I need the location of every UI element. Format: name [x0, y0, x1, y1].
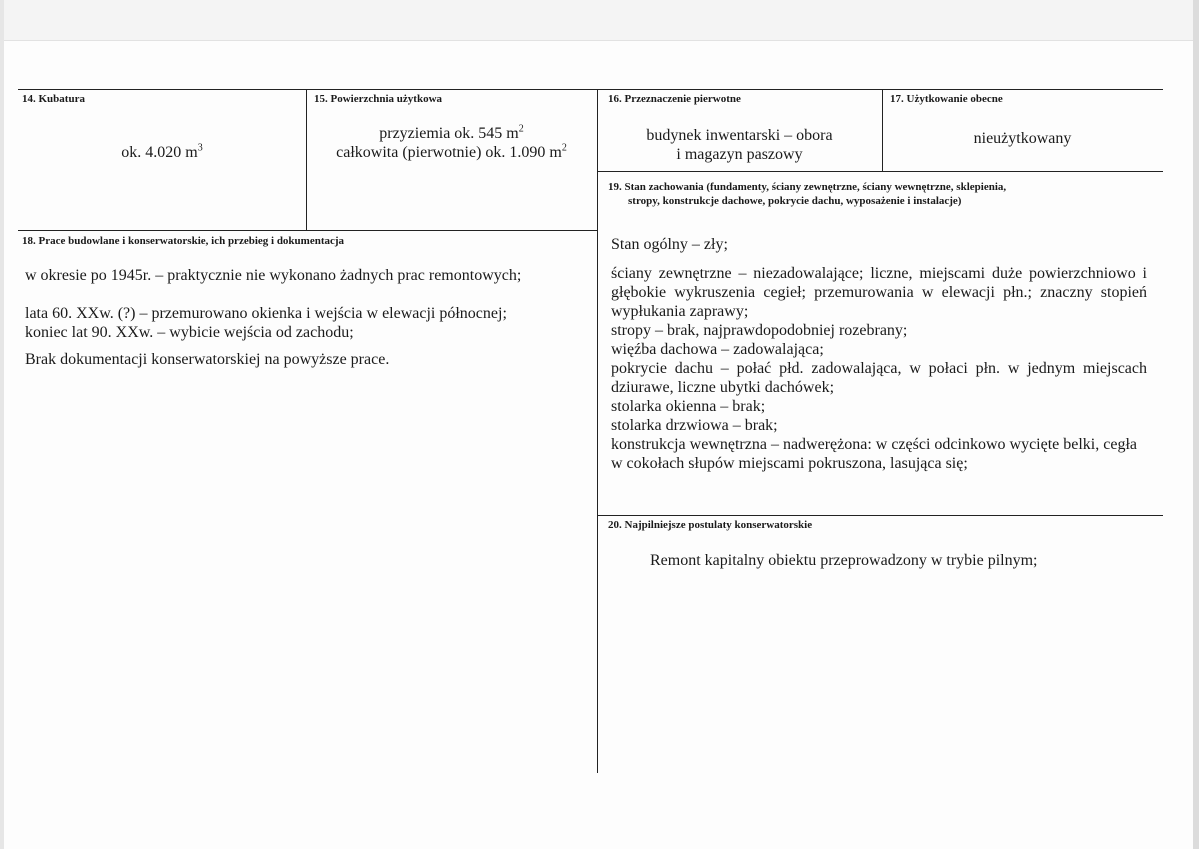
field-18-paragraph-2a: lata 60. XXw. (?) – przemurowano okienka i wejścia w elewacji północnej; [25, 305, 507, 322]
field-18-body [25, 266, 590, 369]
field-20-value: Remont kapitalny obiektu przeprowadzony w trybie pilnym; [650, 552, 1038, 569]
field-14-header: 14. Kubatura [22, 93, 85, 105]
field-16-header: 16. Przeznaczenie pierwotne [608, 93, 741, 105]
field-15-header: 15. Powierzchnia użytkowa [314, 93, 443, 105]
field-14-value [18, 143, 306, 162]
row1-bottom-rule-right [598, 171, 1163, 172]
total-area-exponent: 2 [561, 142, 567, 154]
field-15-value [306, 124, 597, 162]
scan-left-edge [0, 0, 4, 849]
field-19-header-line1: 19. Stan zachowania (fundamenty, ściany zewnętrzne, ściany wewnętrzne, sklepienia, [608, 181, 1007, 193]
condition-doors: stolarka drzwiowa – brak; [611, 417, 778, 434]
cubature-value: ok. 4.020 m [121, 144, 198, 161]
condition-interior: konstrukcja wewnętrzna – nadwerężona: w części odcinkowo wycięte belki, cegła w cokołach słupów miejscami pokruszona, lasująca się; [611, 436, 1137, 472]
condition-roof: pokrycie dachu – połać płd. zadowalająca, w połaci płn. w jednym miejscach dziurawe, liczne ubytki dachówek; [611, 360, 1147, 396]
cubature-unit-exponent: 3 [197, 142, 203, 154]
ground-floor-area-exponent: 2 [518, 123, 524, 135]
total-area: całkowita (pierwotnie) ok. 1.090 m [336, 144, 562, 161]
condition-ceilings: stropy – brak, najprawdopodobniej rozebrany; [611, 322, 908, 339]
field-19-header-line2: stropy, konstrukcje dachowe, pokrycie dachu, wyposażenie i instalacje) [628, 195, 962, 207]
ground-floor-area: przyziemia ok. 545 m [379, 125, 519, 142]
field-20-header: 20. Najpilniejsze postulaty konserwatorskie [608, 519, 813, 531]
original-purpose-line1: budynek inwentarski – obora [646, 127, 833, 144]
field-17-value: nieużytkowany [973, 130, 1072, 147]
condition-general: Stan ogólny – zły; [611, 236, 728, 253]
scan-top-margin [0, 0, 1199, 41]
field-18-paragraph-3: Brak dokumentacji konserwatorskiej na powyższe prace. [25, 351, 390, 368]
field-18-paragraph-1: w okresie po 1945r. – praktycznie nie wykonano żadnych prac remontowych; [25, 267, 522, 284]
field-18-header: 18. Prace budowlane i konserwatorskie, ich przebieg i dokumentacja [22, 235, 345, 247]
original-purpose-line2: i magazyn paszowy [676, 146, 803, 163]
field-19-header [608, 180, 1160, 208]
field-16-value [597, 126, 882, 164]
row2-rule-left [18, 230, 598, 231]
field-19-body [611, 235, 1147, 473]
field-17-header: 17. Użytkowanie obecne [890, 93, 1003, 105]
center-divider [597, 89, 598, 773]
scan-right-edge [1193, 0, 1199, 849]
condition-truss: więźba dachowa – zadowalająca; [611, 341, 824, 358]
field-18-paragraph-2b: koniec lat 90. XXw. – wybicie wejścia od zachodu; [25, 324, 354, 341]
condition-windows: stolarka okienna – brak; [611, 398, 766, 415]
field20-top-rule [598, 515, 1163, 516]
top-rule [18, 89, 1163, 90]
condition-walls: ściany zewnętrzne – niezadowalające; liczne, miejscami duże powierzchniowo i głębokie wykruszenia cegieł; przemurowania w elewacji płn.; znaczny stopień wypłukania zaprawy; [611, 265, 1147, 320]
